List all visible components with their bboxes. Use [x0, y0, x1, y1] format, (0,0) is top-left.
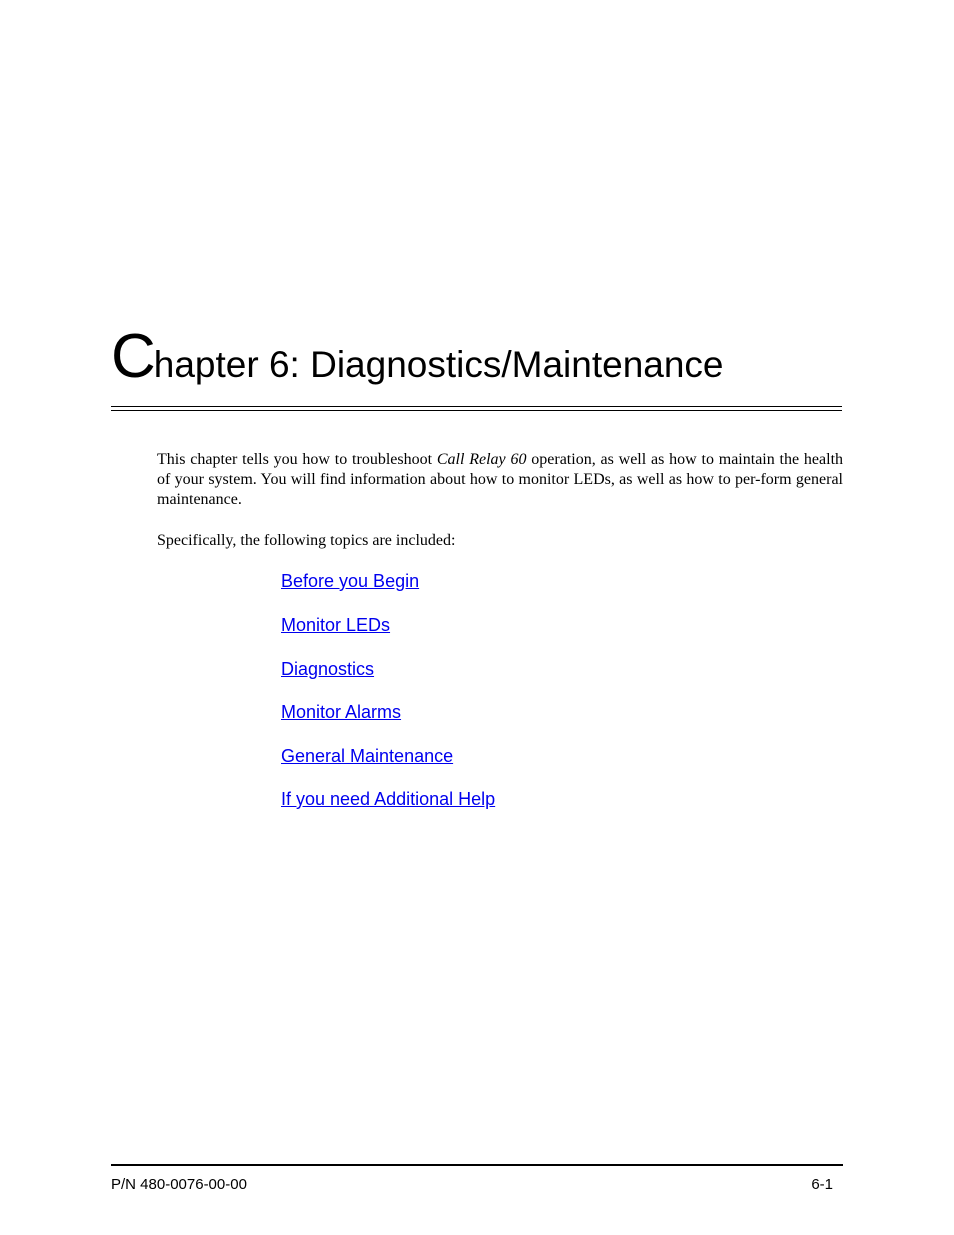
topic-link-additional-help[interactable]: If you need Additional Help — [281, 789, 496, 809]
topics-lead: Specifically, the following topics are included: — [157, 532, 456, 549]
intro-paragraph: This chapter tells you how to troubleshoot Call Relay 60 operation, as well as how to maintain the health of your system. You will find information about how to monitor LEDs, as well as how to per-form general maintenance. — [157, 451, 844, 508]
chapter-title-text: hapter 6: Diagnostics/Maintenance — [153, 344, 724, 385]
footer-page-number: 6-1 — [811, 1176, 833, 1193]
topic-link-monitor-leds[interactable]: Monitor LEDs — [281, 615, 391, 635]
topic-link-before-you-begin[interactable]: Before you Begin — [281, 571, 420, 591]
product-name: Call Relay 60 — [436, 451, 527, 468]
topic-link-diagnostics[interactable]: Diagnostics — [281, 659, 375, 679]
title-double-rule — [111, 406, 842, 411]
footer-part-number: P/N 480-0076-00-00 — [111, 1176, 247, 1193]
chapter-initial: C — [111, 322, 154, 391]
footer-rule — [111, 1164, 843, 1166]
chapter-title — [111, 322, 724, 391]
topic-link-general-maintenance[interactable]: General Maintenance — [281, 746, 454, 766]
topic-link-monitor-alarms[interactable]: Monitor Alarms — [281, 702, 402, 722]
